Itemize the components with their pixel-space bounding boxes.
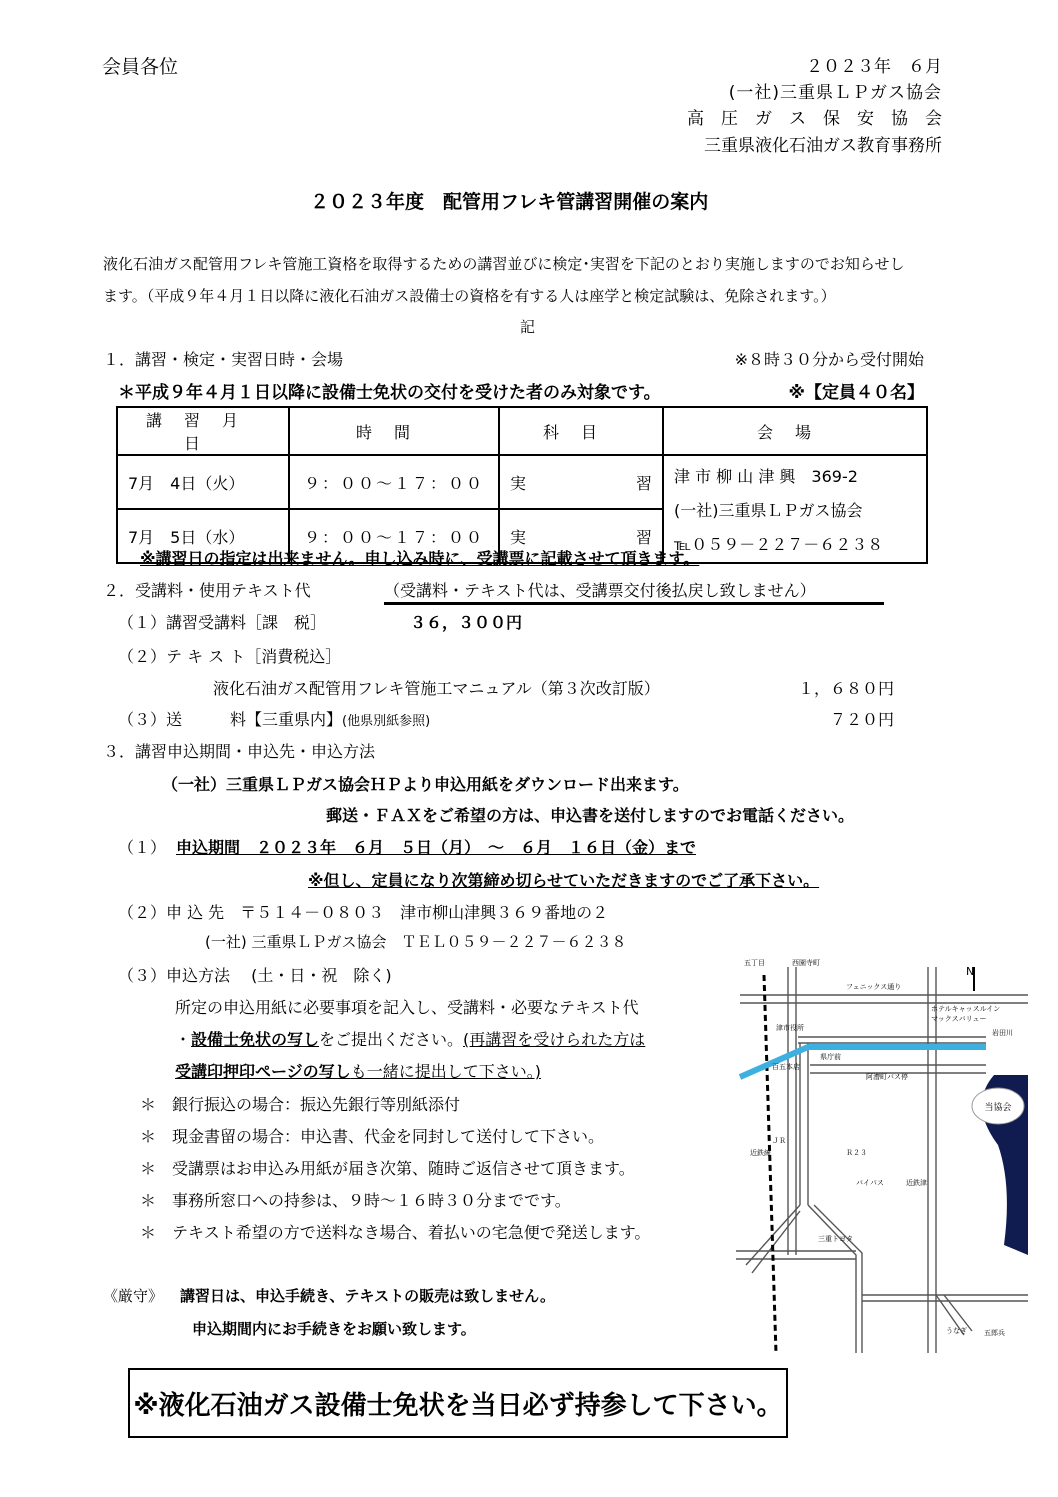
date-assignment-note: ※講習日の指定は出来ません。申し込み時に、受講票に記載させて頂きます。 bbox=[140, 549, 700, 568]
intro-line-2: ます。（平成９年４月１日以降に液化石油ガス設備士の資格を有する人は座学と検定試験は、免除されます。） bbox=[103, 287, 836, 305]
section1-heading: １．講習・検定・実習日時・会場 bbox=[103, 350, 344, 369]
method-line-2 bbox=[175, 1027, 645, 1050]
col-subject-header: 科目 bbox=[499, 407, 663, 455]
fee-value: ３６，３００円 bbox=[410, 613, 523, 632]
map-label: 近鉄線 bbox=[750, 1149, 771, 1157]
method-line-1: 所定の申込用紙に必要事項を記入し、受講料・必要なテキスト代 bbox=[175, 998, 639, 1017]
strict-line-2: 申込期間内にお手続きをお願い致します。 bbox=[192, 1320, 476, 1338]
destination-line-1: （２）申 込 先 〒５１４－０８０３ 津市柳山津興３６９番地の２ bbox=[118, 903, 609, 922]
fee-label: （１）講習受講料［課 税］ bbox=[118, 613, 327, 632]
bullet-item bbox=[140, 1092, 460, 1115]
subject-part-b: 習 bbox=[635, 527, 652, 547]
map-label: Ｒ２３ bbox=[846, 1149, 867, 1157]
strict-line-1: 講習日は、申込手続き、テキストの販売は致しません。 bbox=[180, 1287, 556, 1305]
venue-cell bbox=[663, 455, 927, 563]
text-price: １，６８０円 bbox=[797, 679, 894, 698]
schedule-table bbox=[116, 406, 928, 564]
map-label: フェニックス通り bbox=[846, 983, 902, 991]
map-label: 五丁目 bbox=[744, 959, 765, 967]
subject-part-b: 習 bbox=[635, 473, 652, 493]
bullet-mark: ＊ bbox=[140, 1127, 157, 1146]
map-label: マックスバリュー bbox=[931, 1015, 987, 1023]
destination-line-2: (一社) 三重県ＬＰガス協会 ＴＥＬ０５９－２２７－６２３８ bbox=[205, 933, 627, 951]
map-label: ＪＲ bbox=[772, 1137, 786, 1145]
map-label: 津市役所 bbox=[776, 1024, 804, 1032]
col-time-header: 時間 bbox=[289, 407, 499, 455]
mail-fax-note: 郵送・ＦＡＸをご希望の方は、申込書を送付しますのでお電話ください。 bbox=[326, 806, 855, 825]
map-label: バイパス bbox=[856, 1179, 884, 1187]
reception-note: ※８時３０分から受付開始 bbox=[734, 350, 924, 369]
association-label: 当協会 bbox=[984, 1103, 1012, 1113]
ki-mark: 記 bbox=[520, 318, 536, 336]
map-label: 西園寺町 bbox=[792, 959, 820, 967]
text-label: （２）テ キ ス ト［消費税込］ bbox=[118, 647, 342, 666]
org-education: 三重県液化石油ガス教育事務所 bbox=[704, 136, 942, 156]
row-time: ９：００～１７：００ bbox=[289, 455, 499, 509]
row-subject bbox=[499, 455, 663, 509]
subject-part-a: 実 bbox=[510, 473, 527, 493]
strict-label: 《厳守》 bbox=[103, 1287, 164, 1305]
bullet-mark: ＊ bbox=[140, 1095, 157, 1114]
application-period: 申込期間 ２０２３年 ６月 ５日（月） ～ ６月 １６日（金）まで bbox=[176, 838, 697, 857]
capacity-notice: ※【定員４０名】 bbox=[788, 383, 924, 403]
addressee: 会員各位 bbox=[102, 56, 179, 78]
col-venue-header: 会場 bbox=[663, 407, 927, 455]
bullet-text: テキスト希望の方で送料なき場合、着払いの宅急便で発送します。 bbox=[172, 1223, 651, 1242]
bullet-text: 現金書留の場合：申込書、代金を同封して送付して下さい。 bbox=[172, 1127, 605, 1146]
date: ２０２３年 ６月 bbox=[806, 57, 942, 77]
method-dot: ・ bbox=[175, 1030, 192, 1049]
north-arrow-icon: N bbox=[966, 965, 975, 978]
map-label: 岩田川 bbox=[992, 1029, 1013, 1037]
eligibility-notice: ＊平成９年４月１日以降に設備士免状の交付を受けた者のみ対象です。 bbox=[118, 383, 661, 403]
license-copy-emph: 設備士免状の写し bbox=[191, 1030, 320, 1049]
bring-license-text: ※液化石油ガス設備士免状を当日必ず持参して下さい。 bbox=[133, 1390, 783, 1421]
method-line-3 bbox=[175, 1059, 541, 1082]
intro-line-1: 液化石油ガス配管用フレキ管施工資格を取得するための講習並びに検定･実習を下記のとおり実施しますのでお知らせし bbox=[103, 255, 905, 273]
org-hpgas: 高 圧 ガ ス 保 安 協 会 bbox=[687, 109, 942, 129]
map-label: うなぎ bbox=[946, 1327, 967, 1335]
period-cutoff-note: ※但し、定員になり次第締め切らせていただきますのでご了承下さい。 bbox=[308, 871, 820, 890]
page-title: ２０２３年度 配管用フレキ管講習開催の案内 bbox=[310, 191, 709, 213]
railway-line bbox=[764, 975, 776, 1353]
map-label: 五郎兵 bbox=[984, 1329, 1005, 1337]
table-row bbox=[117, 455, 927, 509]
org-lpgas: (一社)三重県ＬＰガス協会 bbox=[728, 83, 942, 103]
bullet-mark: ＊ bbox=[140, 1159, 157, 1178]
method-heading: （３）申込方法 (土・日・祝 除く) bbox=[118, 966, 392, 985]
venue-phone: ℡０５９－２２７－６２３８ bbox=[674, 535, 884, 554]
retraining-note-start: (再講習を受けられた方は bbox=[463, 1030, 646, 1049]
section3-heading: ３．講習申込期間・申込先・申込方法 bbox=[103, 742, 376, 761]
stamp-page-copy-emph: 受講印押印ページの写し bbox=[175, 1062, 351, 1081]
bring-license-notice bbox=[128, 1368, 788, 1438]
download-note: （一社）三重県ＬＰガス協会ＨＰより申込用紙をダウンロード出来ます。 bbox=[162, 775, 689, 794]
method-submit-text: をご提出ください。 bbox=[319, 1030, 464, 1049]
text-name: 液化石油ガス配管用フレキ管施工マニュアル（第３次改訂版） bbox=[213, 679, 660, 698]
bullet-mark: ＊ bbox=[140, 1191, 157, 1210]
bullet-item bbox=[140, 1188, 571, 1211]
subject-part-a: 実 bbox=[510, 527, 527, 547]
map-label: ホテルキャッスルイン bbox=[931, 1005, 1001, 1013]
venue-org: (一社)三重県ＬＰガス協会 bbox=[674, 501, 863, 520]
shipping-other-note: (他県別紙参照) bbox=[342, 714, 431, 729]
map-label: 三重トヨタ bbox=[818, 1235, 853, 1243]
bullet-text: 受講票はお申込み用紙が届き次第、随時ご返信させて頂きます。 bbox=[172, 1159, 635, 1178]
col-date-header: 講習月日 bbox=[117, 407, 289, 455]
row-date: 7月 4日（火） bbox=[117, 455, 289, 509]
row-date: 7月 5日（水） bbox=[117, 509, 289, 563]
shipping-label bbox=[118, 707, 430, 730]
map-label: 阿漕町バス停 bbox=[866, 1073, 908, 1081]
bullet-item bbox=[140, 1220, 650, 1243]
shipping-label-main: （３）送 料【三重県内】 bbox=[118, 710, 343, 729]
row-time: ９：００～１７：００ bbox=[289, 509, 499, 563]
bullet-mark: ＊ bbox=[140, 1223, 157, 1242]
shipping-price: ７２０円 bbox=[829, 710, 894, 729]
section2-heading: ２．受講料・使用テキスト代 bbox=[103, 581, 311, 600]
map-label: 百五本店 bbox=[772, 1063, 800, 1071]
bullet-text: 事務所窓口への持参は、９時～１６時３０分までです。 bbox=[172, 1191, 571, 1210]
map-label: 県庁前 bbox=[820, 1053, 841, 1061]
bullet-text: 銀行振込の場合：振込先銀行等別紙添付 bbox=[172, 1095, 461, 1114]
bullet-item bbox=[140, 1124, 604, 1147]
table-header-row bbox=[117, 407, 927, 455]
refund-note: （受講料・テキスト代は、受講票交付後払戻し致しません） bbox=[384, 578, 884, 605]
access-map bbox=[736, 955, 1028, 1353]
retraining-note-end: も一緒に提出して下さい。) bbox=[350, 1062, 541, 1081]
venue-address: 津 市 柳 山 津 興 369-2 bbox=[674, 467, 858, 486]
period-number: （１） bbox=[118, 838, 167, 857]
map-label: 近鉄津 bbox=[906, 1179, 927, 1187]
bullet-item bbox=[140, 1156, 635, 1179]
